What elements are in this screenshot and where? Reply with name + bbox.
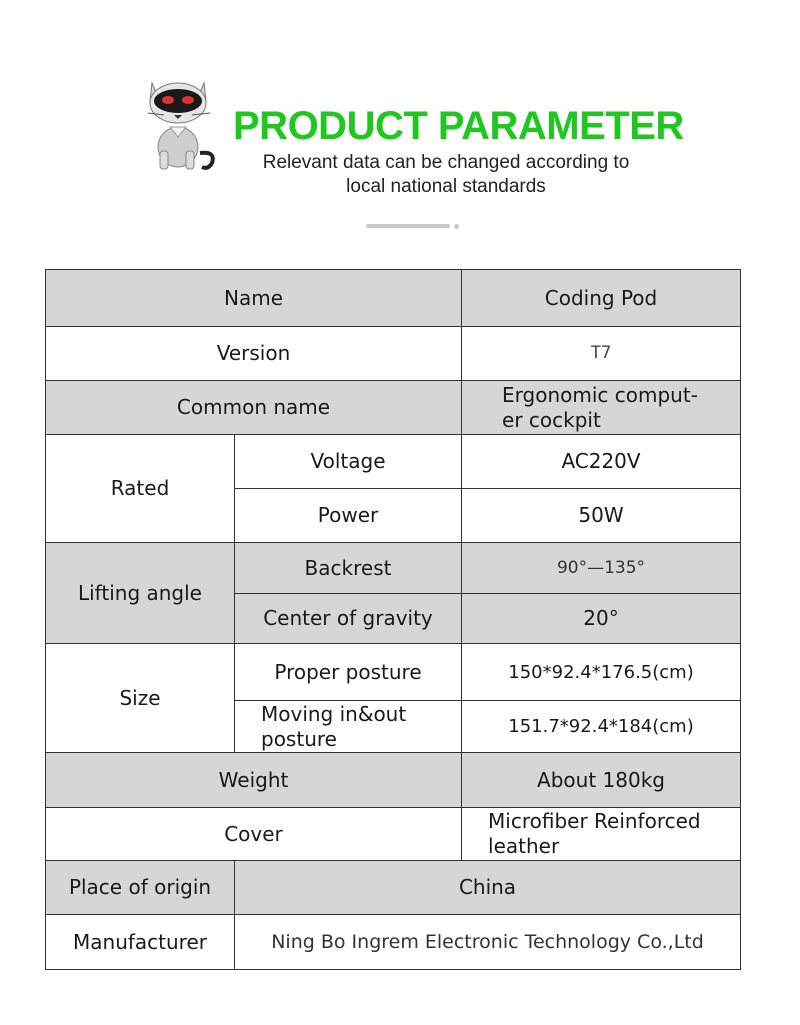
- table-row-name: [46, 270, 741, 327]
- common-name-label: Common name: [46, 381, 462, 435]
- table-row-common-name: [46, 381, 741, 435]
- table-row-proper-posture: [46, 644, 741, 701]
- place-of-origin-label: Place of origin: [46, 861, 235, 915]
- table-row-version: [46, 327, 741, 381]
- lifting-angle-label: Lifting angle: [46, 543, 235, 644]
- common-name-value-line-1: Ergonomic comput-: [502, 382, 698, 407]
- rated-label: Rated: [46, 435, 235, 543]
- page-subtitle: [236, 151, 656, 199]
- moving-posture-label-line-2: posture: [261, 726, 337, 751]
- backrest-value: 90°—135°: [462, 543, 741, 594]
- moving-posture-label-line-1: Moving in&out: [261, 701, 407, 726]
- center-of-gravity-label: Center of gravity: [235, 594, 462, 644]
- cover-value-line-2: leather: [488, 834, 560, 858]
- cover-value-line-1: Microfiber Reinforced: [488, 809, 701, 833]
- power-label: Power: [235, 489, 462, 543]
- moving-posture-label: [235, 701, 462, 753]
- table-row-cover: [46, 808, 741, 861]
- manufacturer-value: Ning Bo Ingrem Electronic Technology Co.,Ltd: [235, 915, 741, 970]
- version-label: Version: [46, 327, 462, 381]
- name-label: Name: [46, 270, 462, 327]
- voltage-value: AC220V: [462, 435, 741, 489]
- name-value: Coding Pod: [462, 270, 741, 327]
- subtitle-line-2: local national standards: [346, 176, 546, 197]
- cover-label: Cover: [46, 808, 462, 861]
- table-row-backrest: [46, 543, 741, 594]
- robot-cat-mascot-icon: [142, 75, 218, 171]
- moving-posture-value: 151.7*92.4*184(cm): [462, 701, 741, 753]
- place-of-origin-value: China: [235, 861, 741, 915]
- table-row-place-of-origin: [46, 861, 741, 915]
- parameter-table: [45, 269, 741, 970]
- divider-bar: [366, 224, 450, 228]
- backrest-label: Backrest: [235, 543, 462, 594]
- table-row-manufacturer: [46, 915, 741, 970]
- version-value: T7: [462, 327, 741, 381]
- weight-label: Weight: [46, 753, 462, 808]
- page-title: PRODUCT PARAMETER: [233, 104, 684, 148]
- common-name-value: [462, 381, 741, 435]
- voltage-label: Voltage: [235, 435, 462, 489]
- size-label: Size: [46, 644, 235, 753]
- subtitle-line-1: Relevant data can be changed according to: [262, 152, 630, 173]
- proper-posture-label: Proper posture: [235, 644, 462, 701]
- power-value: 50W: [462, 489, 741, 543]
- table-row-voltage: [46, 435, 741, 489]
- manufacturer-label: Manufacturer: [46, 915, 235, 970]
- common-name-value-line-2: er cockpit: [502, 407, 601, 432]
- proper-posture-value: 150*92.4*176.5(cm): [462, 644, 741, 701]
- weight-value: About 180kg: [462, 753, 741, 808]
- table-row-weight: [46, 753, 741, 808]
- divider-dot: [454, 224, 459, 229]
- center-of-gravity-value: 20°: [462, 594, 741, 644]
- cover-value: [462, 808, 741, 861]
